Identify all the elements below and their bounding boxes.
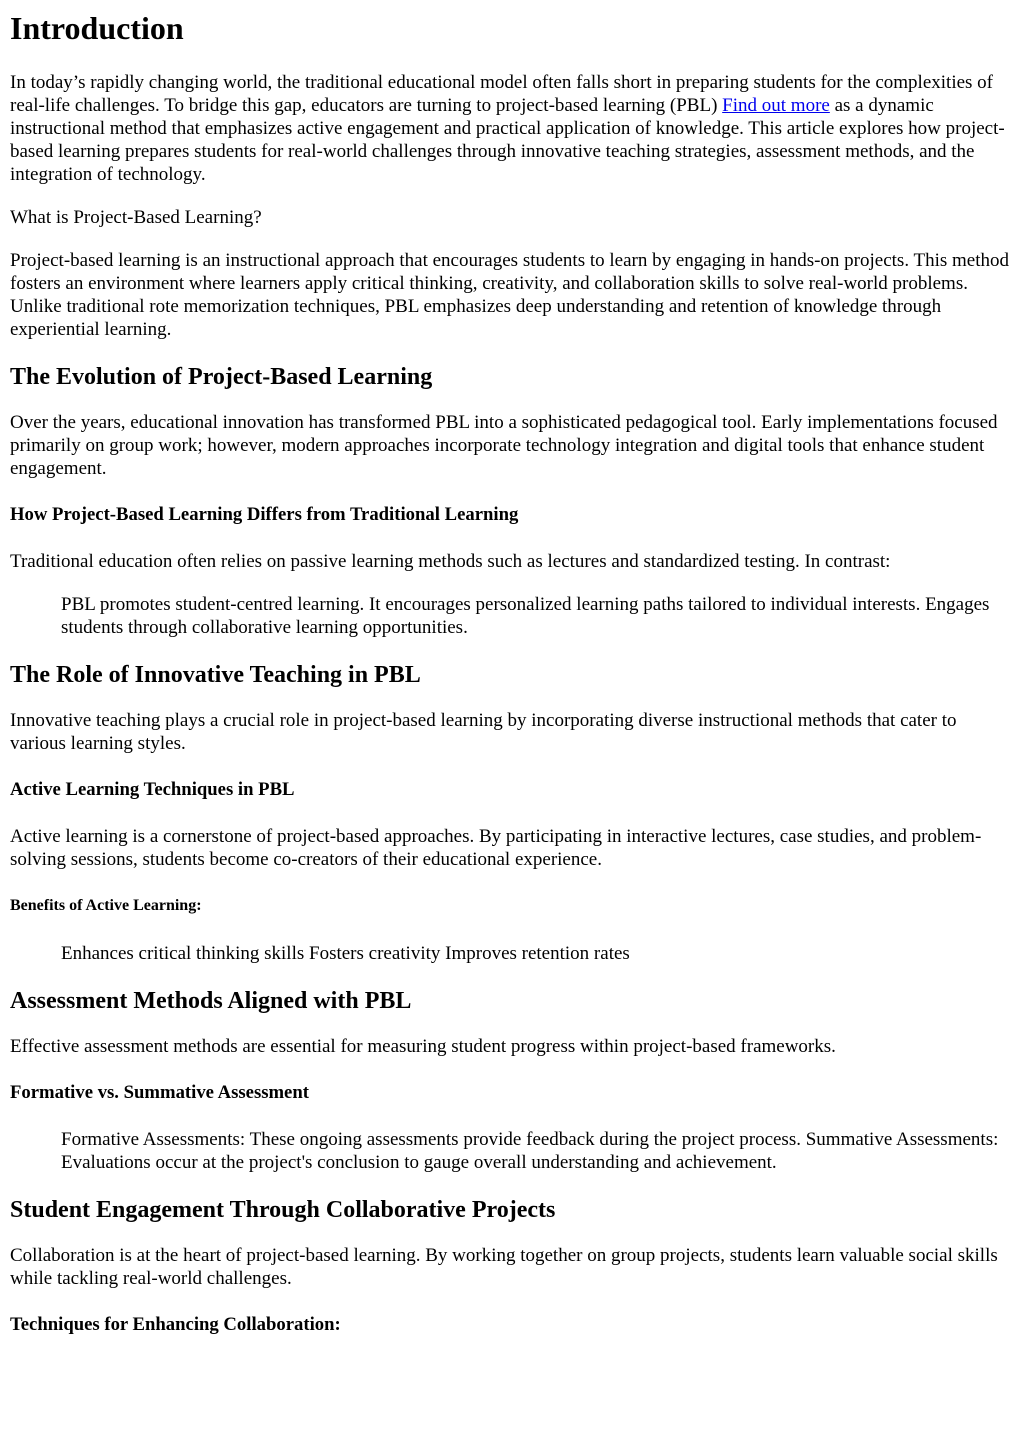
article — [0, 9, 1024, 1336]
traditional-education-paragraph: Traditional education often relies on passive learning methods such as lectures and standardized testing. In contrast: — [10, 551, 891, 572]
intro-paragraph — [10, 71, 1014, 186]
assessment-types-quote: Formative Assessments: These ongoing assessments provide feedback during the project process. Summative Assessments: Evaluations occur at the project's conclusion to gauge overall understanding and achievement. — [61, 1129, 999, 1173]
evolution-paragraph: Over the years, educational innovation has transformed PBL into a sophisticated pedagogical tool. Early implementations focused primarily on group work; however, modern approaches incorporate technology integration and digital tools that enhance student engagement. — [10, 412, 998, 479]
intro-text-before-link: In today’s rapidly changing world, the traditional educational model often falls short in preparing students for the complexities of real-life challenges. To bridge this gap, educators are turning to project-based learning (PBL) — [10, 72, 993, 116]
differs-subheading: How Project-Based Learning Differs from Traditional Learning — [10, 504, 519, 525]
intro-text-after-link: as a dynamic instructional method that emphasizes active engagement and practical application of knowledge. This article explores how project-based learning prepares students for real-world challenges through innovative teaching strategies, assessment methods, and the integration of technology. — [10, 95, 1005, 185]
evolution-heading: The Evolution of Project-Based Learning — [10, 364, 433, 390]
assessment-heading: Assessment Methods Aligned with PBL — [10, 988, 412, 1014]
benefits-heading: Benefits of Active Learning: — [10, 897, 202, 914]
innovative-teaching-heading: The Role of Innovative Teaching in PBL — [10, 662, 421, 688]
engagement-heading: Student Engagement Through Collaborative Projects — [10, 1197, 556, 1223]
active-learning-paragraph: Active learning is a cornerstone of project-based approaches. By participating in interactive lectures, case studies, and problem-solving sessions, students become co-creators of their educational experience. — [10, 826, 982, 870]
innovative-teaching-paragraph: Innovative teaching plays a crucial role in project-based learning by incorporating diverse instructional methods that cater to various learning styles. — [10, 710, 957, 754]
intro-heading: Introduction — [10, 10, 184, 46]
engagement-paragraph: Collaboration is at the heart of project-based learning. By working together on group projects, students learn valuable social skills while tackling real-world challenges. — [10, 1245, 998, 1289]
collaboration-techniques-subheading: Techniques for Enhancing Collaboration: — [10, 1314, 341, 1335]
what-is-pbl-question: What is Project-Based Learning? — [10, 207, 262, 228]
formative-summative-subheading: Formative vs. Summative Assessment — [10, 1082, 309, 1103]
find-out-more-link[interactable]: Find out more — [722, 95, 830, 116]
active-learning-subheading: Active Learning Techniques in PBL — [10, 779, 295, 800]
pbl-contrast-quote: PBL promotes student-centred learning. It encourages personalized learning paths tailored to individual interests. Engages students through collaborative learning opportunities. — [61, 594, 990, 638]
assessment-paragraph: Effective assessment methods are essential for measuring student progress within project-based frameworks. — [10, 1036, 836, 1057]
pbl-definition-paragraph: Project-based learning is an instructional approach that encourages students to learn by engaging in hands-on projects. This method fosters an environment where learners apply critical thinking, creativity, and collaboration skills to solve real-world problems. Unlike traditional rote memorization techniques, PBL emphasizes deep understanding and retention of knowledge through experiential learning. — [10, 250, 1009, 340]
benefits-quote: Enhances critical thinking skills Fosters creativity Improves retention rates — [61, 943, 630, 964]
